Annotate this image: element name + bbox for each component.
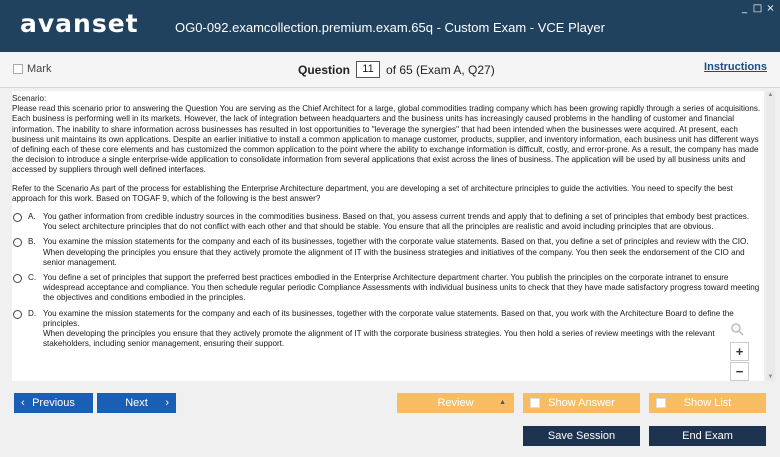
radio-button[interactable] [13, 213, 22, 222]
save-session-button[interactable]: Save Session [523, 426, 640, 446]
show-answer-button[interactable] [523, 393, 640, 413]
caret-up-icon: ▲ [499, 399, 506, 406]
mark-checkbox[interactable] [13, 63, 51, 75]
show-list-checkbox[interactable] [656, 398, 666, 408]
window-title: OG0-092.examcollection.premium.exam.65q - Custom Exam - VCE Player [175, 20, 605, 35]
scroll-up-icon[interactable]: ▲ [767, 92, 774, 98]
next-label: Next [125, 397, 148, 409]
review-button[interactable] [397, 393, 514, 413]
radio-button[interactable] [13, 310, 22, 319]
previous-label: Previous [32, 397, 75, 409]
answer-option-a[interactable] [12, 212, 764, 232]
question-text: Refer to the Scenario As part of the process for establishing the Enterprise Architecture department, you are developing a set of architecture principles to guide the activities. You need to specify the best approach for this work. Based on TOGAF 9, which of the following is the best answer? [12, 183, 733, 203]
answer-option-c[interactable] [12, 273, 764, 304]
title-bar [0, 0, 780, 52]
window-controls [739, 3, 776, 14]
question-count: of 65 (Exam A, Q27) [386, 62, 495, 77]
radio-button[interactable] [13, 274, 22, 283]
chevron-left-icon: ‹ [21, 397, 25, 409]
option-text: You gather information from credible industry sources in the commodities business. Based on that, you assess current trends and apply that to defining a set of principles that embody best practices. You select architecture principles that do not conflict with each other and that should be stable. You ensure that all the principles are realistic and avoid including principles that are obvious. [43, 212, 750, 232]
option-letter: D. [28, 308, 37, 318]
answer-option-b[interactable] [12, 237, 764, 268]
show-answer-checkbox[interactable] [530, 398, 540, 408]
show-list-label: Show List [683, 397, 732, 409]
maximize-icon[interactable]: □ [752, 3, 763, 14]
session-row [0, 426, 780, 448]
option-text: You examine the mission statements for the company and each of its businesses, together with the corporate value statements. Based on that, you define a set of principles and review with the CIO. When developing the principles you ensure that they actively promote the alignment of IT with the business strategies and initiatives of the company. You then seek the endorsement of the CIO and senior management. [43, 237, 749, 267]
option-letter: C. [28, 273, 37, 283]
option-text: You define a set of principles that support the preferred best practices embodied in the Enterprise Architecture department charter. You publish the principles on the corporate intranet to ensure widespread acceptance and compliance. You then schedule regular periodic Compliance Assessments with individual business units to check that they have made satisfactory progress toward meeting the objectives and conditions embodied in the principles. [43, 273, 760, 303]
close-icon[interactable]: × [766, 3, 775, 14]
magnifier-icon [730, 322, 746, 338]
option-text-continued: When developing the principles you ensure that they actively promote the alignment of IT with the corporate business strategies. You then hold a series of review meetings with the relevant stakeholders, including senior management, ensuring their support. [43, 329, 715, 349]
mark-checkbox-box[interactable] [13, 64, 23, 74]
option-letter: B. [28, 237, 36, 247]
question-content [12, 91, 764, 381]
question-bar [0, 52, 780, 88]
option-letter: A. [28, 212, 36, 222]
option-text: You examine the mission statements for the company and each of its businesses, together with the corporate value statements. Based on that, you work with the Architecture Board to define the principles. [43, 308, 734, 328]
question-label: Question [298, 62, 351, 77]
review-label: Review [437, 397, 474, 409]
mark-label: Mark [27, 63, 52, 75]
chevron-right-icon: › [165, 397, 169, 409]
next-button[interactable] [97, 393, 176, 413]
navigation-row [0, 393, 780, 415]
show-list-button[interactable] [649, 393, 766, 413]
minimize-icon[interactable]: _ [742, 3, 747, 14]
zoom-in-button[interactable]: + [730, 342, 749, 361]
app-logo: avanset [20, 9, 139, 38]
zoom-out-button[interactable]: − [730, 362, 749, 381]
instructions-link[interactable]: Instructions [704, 61, 767, 73]
answer-option-d[interactable] [12, 309, 764, 350]
show-answer-label: Show Answer [548, 397, 615, 409]
scenario-heading: Scenario: [12, 94, 47, 103]
scenario-text: Please read this scenario prior to answering the Question You are serving as the Chief Architect for a large, global commodities trading company which has been growing rapidly through a series of acquisitions. Each business is performing well in its markets. However, the lack of integration between headquarters and the business units has increasingly caused problems in the handling of customer and financial information. The inability to share information across businesses has resulted in lost opportunities to "leverage the synergies" that had been intended when the businesses were acquired. At present, each business unit maintains its own applications. Despite an earlier initiative to install a common application to manage customer, products, supplier, and inventory information, each business unit has different ways of defining each of these core elements and has customized the common application to the point where the ability to exchange information is difficult, costly, and error-prone. As a result, the company has made the decision to introduce a single enterprise-wide application to consolidate information from several applications that exist across the lines of business. The application will be used by all business units and accessed by suppliers through well defined interfaces. [12, 104, 761, 175]
vertical-scrollbar[interactable] [766, 91, 775, 381]
end-exam-button[interactable]: End Exam [649, 426, 766, 446]
question-number-input[interactable]: 11 [356, 61, 380, 78]
scenario-block [12, 94, 764, 176]
radio-button[interactable] [13, 238, 22, 247]
previous-button[interactable] [14, 393, 93, 413]
question-navigator [298, 61, 495, 78]
scroll-down-icon[interactable]: ▼ [767, 374, 774, 380]
